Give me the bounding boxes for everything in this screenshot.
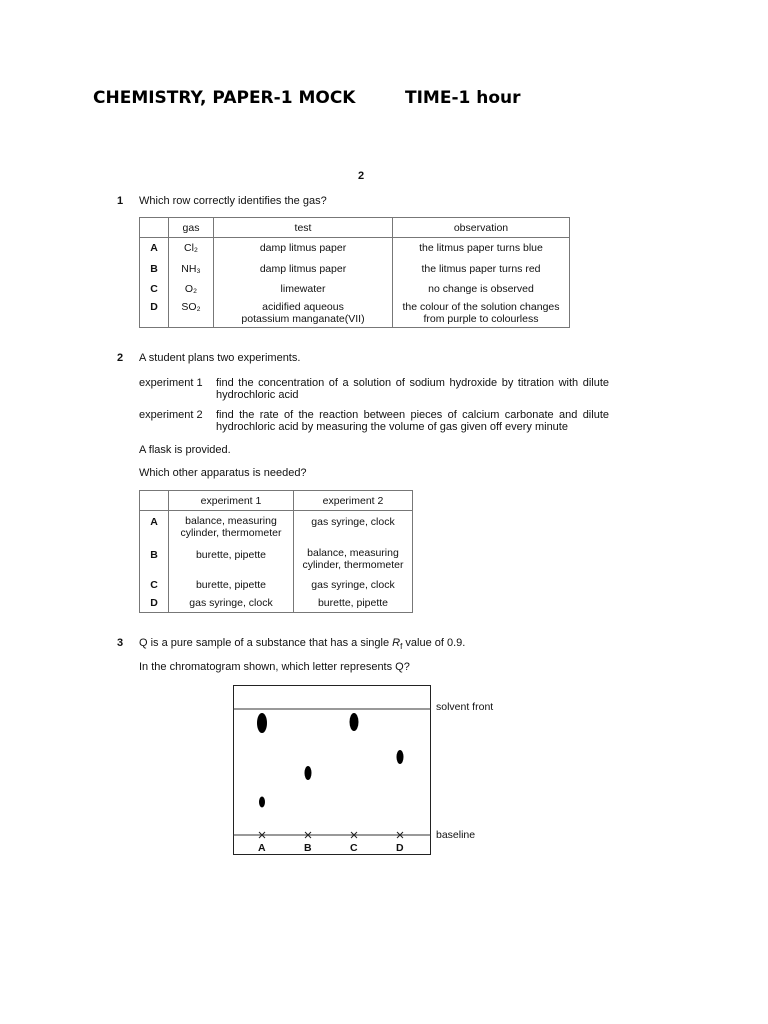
- table-row: [140, 511, 413, 543]
- table-row: [140, 238, 570, 259]
- option-letter: C: [140, 575, 169, 595]
- question-1-table: [139, 217, 570, 328]
- table-row: [140, 279, 570, 299]
- experiment-1-text: find the concentration of a solution of sodium hydroxide by titration with dilute hydrochloric acid: [216, 377, 609, 401]
- question-2-flask: A flask is provided.: [139, 444, 231, 456]
- page-header: [93, 88, 693, 118]
- rf-subscript: f: [400, 642, 403, 652]
- question-1-number: 1: [117, 195, 124, 207]
- spot-b: [305, 766, 312, 780]
- gas-cell: SO₂: [169, 299, 214, 328]
- observation-cell: the litmus paper turns blue: [393, 238, 570, 259]
- observation-cell: the litmus paper turns red: [393, 259, 570, 279]
- table-row: [140, 543, 413, 575]
- question-2-question: Which other apparatus is needed?: [139, 467, 307, 479]
- spots: [257, 713, 404, 808]
- column-header: observation: [393, 218, 570, 238]
- option-letter: D: [140, 299, 169, 328]
- rf-symbol: R: [392, 637, 401, 649]
- question-2-intro: A student plans two experiments.: [139, 352, 301, 364]
- observation-line: from purple to colourless: [423, 312, 539, 325]
- test-line: acidified aqueous: [262, 300, 344, 313]
- observation-cell: no change is observed: [393, 279, 570, 299]
- spot-a-lower: [259, 797, 265, 808]
- table-row: [140, 259, 570, 279]
- column-header: test: [214, 218, 393, 238]
- cell-line: cylinder, thermometer: [302, 558, 404, 571]
- question-3-question: In the chromatogram shown, which letter represents Q?: [139, 661, 410, 673]
- observation-line: the colour of the solution changes: [402, 300, 560, 313]
- solvent-front-label: solvent front: [436, 701, 494, 713]
- spot-a-upper: [257, 713, 267, 733]
- lane-label-a: A: [258, 842, 266, 854]
- lane-label-d: D: [396, 842, 404, 854]
- question-2-number: 2: [117, 352, 124, 364]
- test-cell: damp litmus paper: [214, 238, 393, 259]
- test-cell: [214, 299, 393, 328]
- experiment-2-cell: gas syringe, clock: [294, 575, 413, 595]
- option-letter: C: [140, 279, 169, 299]
- experiment-2-cell: [294, 543, 413, 575]
- cell-line: cylinder, thermometer: [180, 526, 282, 539]
- column-header: experiment 2: [294, 491, 413, 511]
- table-row: [140, 299, 570, 328]
- gas-cell: O₂: [169, 279, 214, 299]
- question-3-number: 3: [117, 637, 124, 649]
- page-number: 2: [358, 170, 365, 182]
- question-3-text-start: Q is a pure sample of a substance that has a single: [139, 637, 393, 649]
- lane-label-c: C: [350, 842, 358, 854]
- table-row: [140, 575, 413, 595]
- option-letter: A: [140, 238, 169, 259]
- experiment-2-text: find the rate of the reaction between pieces of calcium carbonate and dilute hydrochloric acid by measuring the volume of gas given off every minute: [216, 409, 609, 433]
- question-3-text-end: value of 0.9.: [402, 637, 466, 649]
- option-letter: B: [140, 259, 169, 279]
- baseline-label: baseline: [436, 829, 476, 841]
- test-cell: limewater: [214, 279, 393, 299]
- experiment-1-label: experiment 1: [139, 377, 203, 389]
- experiment-2-cell: gas syringe, clock: [294, 511, 413, 543]
- lane-label-b: B: [304, 842, 312, 854]
- column-header: experiment 1: [169, 491, 294, 511]
- test-cell: damp litmus paper: [214, 259, 393, 279]
- table-header-row: [140, 218, 570, 238]
- observation-cell: [393, 299, 570, 328]
- question-3-text: [139, 636, 465, 654]
- chromatogram: [233, 685, 431, 855]
- time-limit: TIME-1 hour: [405, 88, 521, 108]
- option-letter: B: [140, 543, 169, 575]
- test-line: potassium manganate(VII): [241, 312, 365, 325]
- option-letter: A: [140, 511, 169, 543]
- spot-d: [397, 750, 404, 764]
- experiment-1-cell: burette, pipette: [169, 575, 294, 595]
- cell-line: balance, measuring: [185, 514, 277, 527]
- cell-line: balance, measuring: [307, 546, 399, 559]
- column-header: gas: [169, 218, 214, 238]
- table-row: [140, 595, 413, 613]
- table-header-row: [140, 491, 413, 511]
- experiment-1-cell: gas syringe, clock: [169, 595, 294, 613]
- experiment-1-cell: burette, pipette: [169, 543, 294, 575]
- gas-cell: NH₃: [169, 259, 214, 279]
- question-1-text: Which row correctly identifies the gas?: [139, 195, 327, 207]
- option-letter: D: [140, 595, 169, 613]
- experiment-2-label: experiment 2: [139, 409, 203, 421]
- spot-c: [350, 713, 359, 731]
- subject-title: CHEMISTRY, PAPER-1 MOCK: [93, 88, 356, 108]
- experiment-2-cell: burette, pipette: [294, 595, 413, 613]
- experiment-1-cell: [169, 511, 294, 543]
- question-2-table: [139, 490, 413, 613]
- gas-cell: Cl₂: [169, 238, 214, 259]
